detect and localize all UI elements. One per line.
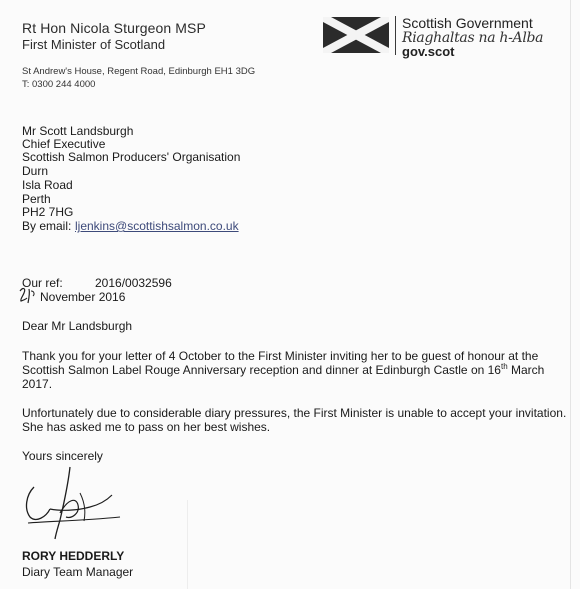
reference-label: Our ref:: [22, 276, 63, 290]
recipient-email-link[interactable]: ljenkins@scottishsalmon.co.uk: [75, 219, 239, 233]
handwritten-day-mark: [18, 285, 38, 305]
recipient-line: Isla Road: [22, 178, 73, 192]
signoff: Yours sincerely: [22, 449, 103, 463]
scan-fold-line: [187, 500, 188, 589]
salutation: Dear Mr Landsburgh: [22, 319, 133, 333]
handwritten-day: [18, 285, 38, 305]
saltire-icon: [323, 17, 389, 53]
signatory-name: RORY HEDDERLY: [22, 549, 125, 563]
handwritten-signature: [20, 465, 125, 543]
recipient-line: Scottish Salmon Producers' Organisation: [22, 150, 241, 164]
ordinal-suffix: th: [500, 362, 508, 371]
scan-fold-line: [570, 0, 571, 589]
government-name-gaelic: Riaghaltas na h-Alba: [402, 30, 544, 46]
recipient-line: Chief Executive: [22, 137, 106, 151]
logo-divider: [395, 16, 396, 55]
body-paragraph-2: Unfortunately due to considerable diary pressures, the First Minister is unable to accept your invitation. She has asked me to pass on her best wishes.: [22, 406, 567, 434]
body-text: March 2017.: [22, 363, 545, 391]
email-label: By email:: [22, 219, 72, 233]
government-name-english: Scottish Government: [402, 15, 533, 31]
body-paragraph-1: [22, 349, 577, 391]
reference-number: 2016/0032596: [95, 276, 172, 290]
signature-image: [20, 465, 125, 543]
recipient-line: Durn: [22, 164, 49, 178]
sender-phone: T: 0300 244 4000: [22, 79, 96, 90]
sender-name: Rt Hon Nicola Sturgeon MSP: [22, 20, 206, 36]
sender-title: First Minister of Scotland: [22, 37, 166, 52]
recipient-line: Mr Scott Landsburgh: [22, 124, 134, 138]
saltire-flag-logo: [323, 17, 389, 53]
body-text: Thank you for your letter of 4 October to the First Minister inviting her to be guest of honour at the Scottish Salmon Label Rouge Anniversary reception and dinner at Edinburgh Castle on 16: [22, 349, 539, 377]
recipient-line: Perth: [22, 192, 51, 206]
recipient-line: PH2 7HG: [22, 205, 74, 219]
letter-date: November 2016: [40, 290, 126, 304]
signatory-role: Diary Team Manager: [22, 565, 134, 579]
government-website[interactable]: gov.scot: [402, 44, 455, 59]
sender-address: St Andrew's House, Regent Road, Edinburgh EH1 3DG: [22, 66, 256, 77]
